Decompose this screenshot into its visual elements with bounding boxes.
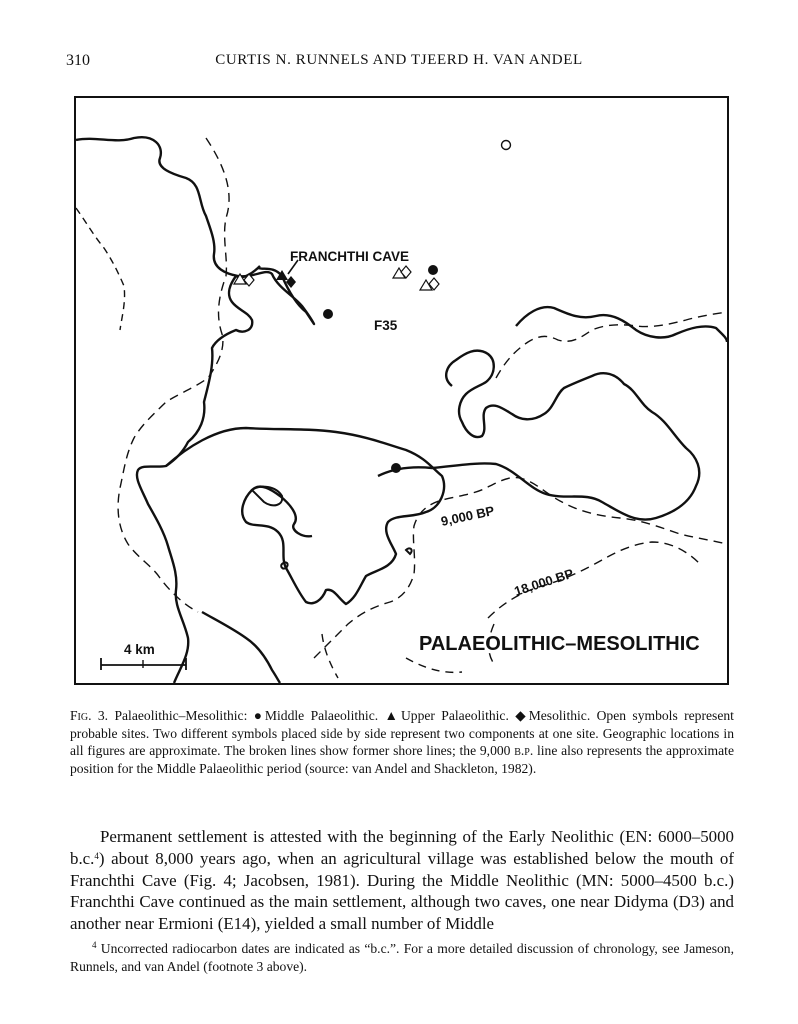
legend-middle-palaeolithic: Middle Palaeolithic. — [264, 708, 379, 723]
filled-circle-icon: ● — [253, 708, 265, 723]
shoreline-9000bp-east — [496, 312, 727, 378]
scale-bar — [101, 642, 186, 670]
middle-palaeolithic-site — [391, 463, 401, 473]
shoreline-coastal-small — [76, 208, 125, 330]
shoreline-9000bp — [118, 138, 229, 612]
figure-number: Fig. 3. — [70, 708, 109, 723]
label-9000bp: 9,000 BP — [439, 502, 496, 529]
filled-triangle-icon: ▲ — [384, 708, 401, 723]
caption-lead: Palaeolithic–Mesolithic: — [108, 708, 254, 723]
legend-upper-palaeolithic: Upper Palaeolithic. — [400, 708, 509, 723]
page-header — [0, 52, 798, 74]
running-head: CURTIS N. RUNNELS AND TJEERD H. VAN ANDEL — [215, 52, 583, 68]
caption-text: Open symbols represent probable sites. Two different symbols placed side by side represent two components at one site. Geographic locations in all figures are approximate. The broken lines show former shore lines; the 9,000 — [70, 708, 734, 759]
page-number: 310 — [66, 52, 90, 69]
open-circle-site — [502, 141, 511, 150]
shoreline-18000bp — [488, 542, 700, 618]
filled-diamond-icon: ◆ — [515, 708, 529, 723]
coastline-south — [378, 351, 699, 520]
coastline-north — [76, 137, 314, 324]
caption-text-end: line also represents the approximate position for the Middle Palaeolithic period (source: van Andel and Shackleton, 1982). — [70, 743, 734, 776]
island-b — [406, 548, 412, 554]
figure-map — [74, 96, 729, 685]
shoreline-lower-mid — [406, 658, 462, 672]
body-paragraph — [70, 826, 734, 935]
shoreline-9000bp-south — [314, 478, 727, 658]
coastline-central — [166, 428, 444, 604]
shoreline-lower-west — [322, 634, 338, 678]
scale-label: 4 km — [124, 642, 155, 657]
paragraph-text-cont: ) about 8,000 years ago, when an agricultural village was established below the mouth of Franchthi Cave (Fig. 4; Jacobsen, 1981). During the Middle Neolithic (MN: 5000–4500 b.c.) Franchthi Cave continued as the main settlement, although two caves, one near Didyma (D3) and another near Ermioni (E14), yielded a small number of Middle — [70, 848, 734, 934]
label-18000bp: 18,000 BP — [512, 565, 576, 599]
coastline-west — [137, 266, 260, 683]
footnote — [70, 940, 734, 976]
footnote-marker: 4 — [92, 940, 97, 950]
coastline-east — [516, 307, 727, 342]
footnote-ref: 4 — [94, 850, 99, 861]
figure-title: PALAEOLITHIC–MESOLITHIC — [419, 633, 700, 655]
middle-palaeolithic-site — [428, 265, 438, 275]
paragraph-text: Permanent settlement is attested with the beginning of the Early Neolithic (EN: 6000–5000 b.c. — [70, 827, 734, 868]
middle-palaeolithic-site — [323, 309, 333, 319]
label-franchthi-cave: FRANCHTHI CAVE — [290, 249, 409, 264]
legend-mesolithic: Mesolithic. — [528, 708, 591, 723]
coastline-southwest — [202, 612, 280, 683]
caption-bp: b.p. — [514, 743, 534, 759]
figure-caption — [70, 707, 734, 777]
label-f35: F35 — [374, 318, 398, 333]
footnote-text: Uncorrected radiocarbon dates are indicated as “b.c.”. For a more detailed discussion of chronology, see Jameson, Runnels, and van Andel (footnote 3 above). — [70, 941, 734, 974]
